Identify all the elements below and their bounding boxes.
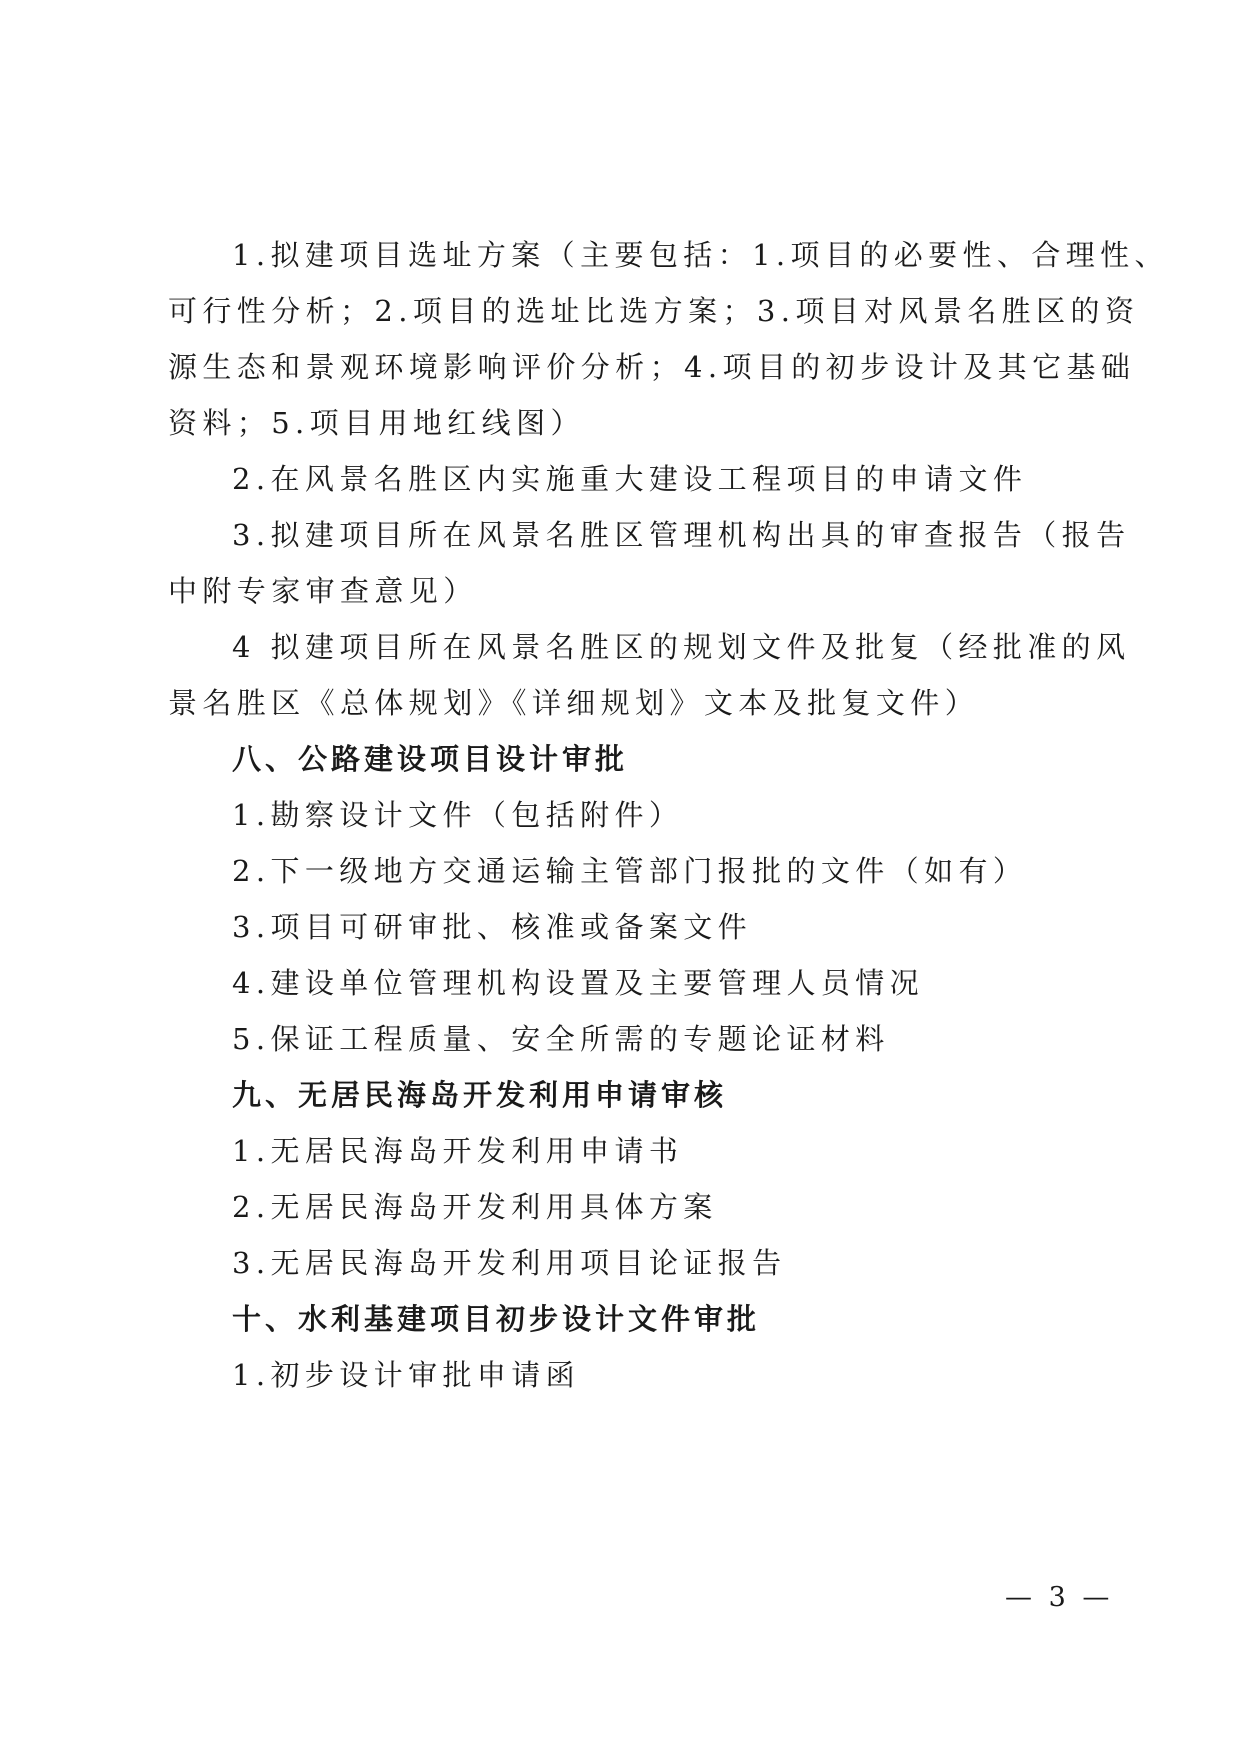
paragraph-line: 2.在风景名胜区内实施重大建设工程项目的申请文件 <box>232 462 1028 496</box>
paragraph-line: 源生态和景观环境影响评价分析；4.项目的初步设计及其它基础 <box>168 350 1136 384</box>
list-item: 3.无居民海岛开发利用项目论证报告 <box>232 1246 787 1280</box>
list-item: 4.建设单位管理机构设置及主要管理人员情况 <box>232 966 925 1000</box>
paragraph-line: 中附专家审查意见） <box>168 574 478 608</box>
list-item: 3.项目可研审批、核准或备案文件 <box>232 910 753 944</box>
section-heading: 九、无居民海岛开发利用申请审核 <box>232 1078 728 1112</box>
page-number: — 3 — <box>1005 1582 1114 1613</box>
list-item: 2.下一级地方交通运输主管部门报批的文件（如有） <box>232 854 1028 888</box>
list-item: 5.保证工程质量、安全所需的专题论证材料 <box>232 1022 890 1056</box>
list-item: 1.无居民海岛开发利用申请书 <box>232 1134 684 1168</box>
paragraph-line: 1.拟建项目选址方案（主要包括：1.项目的必要性、合理性、 <box>232 238 1169 272</box>
section-heading: 十、水利基建项目初步设计文件审批 <box>232 1302 761 1336</box>
section-heading: 八、公路建设项目设计审批 <box>232 742 629 776</box>
paragraph-line: 3.拟建项目所在风景名胜区管理机构出具的审查报告（报告 <box>232 518 1131 552</box>
list-item: 1.勘察设计文件（包括附件） <box>232 798 684 832</box>
paragraph-line: 4 拟建项目所在风景名胜区的规划文件及批复（经批准的风 <box>232 630 1131 664</box>
paragraph-line: 资料；5.项目用地红线图） <box>168 406 585 440</box>
paragraph-line: 可行性分析；2.项目的选址比选方案；3.项目对风景名胜区的资 <box>168 294 1140 328</box>
paragraph-line: 景名胜区《总体规划》《详细规划》文本及批复文件） <box>168 686 980 720</box>
list-item: 2.无居民海岛开发利用具体方案 <box>232 1190 718 1224</box>
list-item: 1.初步设计审批申请函 <box>232 1358 581 1392</box>
